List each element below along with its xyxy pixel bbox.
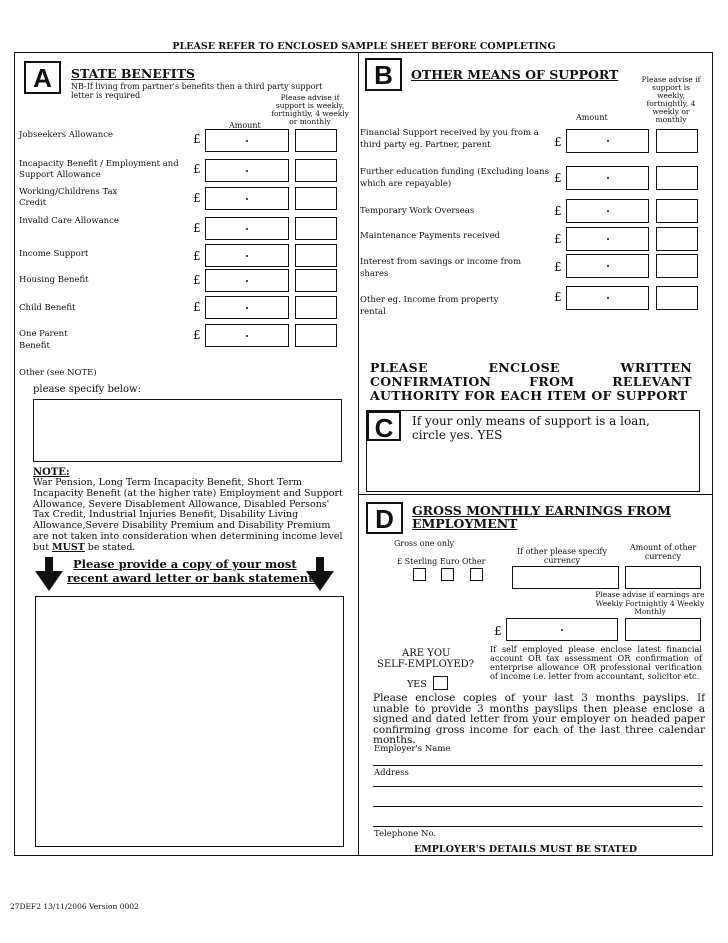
- other-currency-input[interactable]: [512, 566, 619, 589]
- note-text-after: be stated.: [84, 541, 136, 553]
- gross-earnings-amount-input[interactable]: [506, 618, 618, 641]
- pound-sign: £: [554, 135, 562, 149]
- support-label: Interest from savings or income from shares: [360, 257, 522, 279]
- are-you-label: ARE YOU: [402, 648, 451, 659]
- benefit-frequency-input[interactable]: [295, 129, 337, 152]
- benefit-label: Income Support: [19, 249, 89, 259]
- support-frequency-input[interactable]: [656, 166, 698, 190]
- top-notice: PLEASE REFER TO ENCLOSED SAMPLE SHEET BEFORE COMPLETING: [172, 41, 556, 52]
- benefit-frequency-input[interactable]: [295, 296, 337, 319]
- pound-sign: £: [494, 624, 502, 638]
- support-amount-input[interactable]: [566, 166, 649, 190]
- support-frequency-input[interactable]: [656, 254, 698, 278]
- benefit-frequency-input[interactable]: [295, 217, 337, 240]
- pound-sign: £: [193, 132, 201, 146]
- address-label: Address: [374, 768, 409, 778]
- section-a-amount-header: Amount: [229, 121, 261, 130]
- section-d-letter: D: [366, 502, 403, 534]
- pound-sign: £: [554, 290, 562, 304]
- benefit-label: Invalid Care Allowance: [19, 216, 119, 226]
- benefit-amount-input[interactable]: [205, 217, 289, 240]
- benefit-label: Housing Benefit: [19, 275, 89, 285]
- section-b-amount-header: Amount: [576, 113, 608, 122]
- other-currency-specify-label: If other please specify currency: [517, 547, 607, 565]
- section-d-title-line2: EMPLOYMENT: [412, 516, 518, 531]
- earnings-frequency-label: Please advise if earnings are Weekly Fortnightly 4 Weekly Monthly: [595, 590, 705, 616]
- benefit-frequency-input[interactable]: [295, 324, 337, 347]
- earnings-frequency-input[interactable]: [625, 618, 701, 641]
- written-confirmation-notice: PLEASE ENCLOSE WRITTEN CONFIRMATION FROM RELEVANT AUTHORITY FOR EACH ITEM OF SUPPORT: [370, 360, 692, 403]
- address-line[interactable]: [373, 786, 703, 787]
- other-benefit-label: Other (see NOTE): [19, 368, 97, 378]
- self-employed-yes-checkbox[interactable]: [433, 676, 448, 690]
- benefit-label: Incapacity Benefit / Employment and Support Allowance: [19, 159, 179, 180]
- employer-details-notice: EMPLOYER'S DETAILS MUST BE STATED: [414, 844, 637, 855]
- yes-label: YES: [407, 679, 427, 690]
- award-letter-line2: recent award letter or bank statement.: [67, 571, 318, 585]
- support-amount-input[interactable]: [566, 199, 649, 223]
- specify-label: please specify below:: [33, 384, 141, 395]
- loan-only-text: If your only means of support is a loan, circle yes. YES: [412, 414, 650, 442]
- amount-other-currency-label: Amount of other currency: [629, 543, 697, 561]
- gross-one-only-label: Gross one only: [394, 539, 455, 548]
- benefit-amount-input[interactable]: [205, 269, 289, 292]
- other-currency-checkbox[interactable]: [470, 568, 483, 581]
- section-b-letter: B: [365, 58, 402, 91]
- support-frequency-input[interactable]: [656, 286, 698, 310]
- benefit-amount-input[interactable]: [205, 187, 289, 210]
- pound-sign: £: [193, 328, 201, 342]
- address-line[interactable]: [373, 806, 703, 807]
- support-amount-input[interactable]: [566, 254, 649, 278]
- benefit-amount-input[interactable]: [205, 129, 289, 152]
- section-a-nb: NB-If living from partner's benefits then a third party support letter is required: [71, 82, 323, 100]
- section-c-letter: C: [367, 411, 401, 441]
- benefit-label: One Parent Benefit: [19, 329, 68, 351]
- pound-sign: £: [193, 300, 201, 314]
- support-label: Further education funding (Excluding loans which are repayable): [360, 167, 549, 189]
- self-employed-instructions: If self employed please enclose latest financial account OR tax assessment OR confirmation of enterprise allowance OR professional verification of income i.e. letter from accountant, solicitor etc.: [490, 644, 702, 681]
- benefit-frequency-input[interactable]: [295, 269, 337, 292]
- down-arrow-icon: [35, 557, 63, 591]
- note-text-before: War Pension, Long Term Incapacity Benefit, Short Term Incapacity Benefit (at the higher rate) Employment and Support Allowance, Severe Disablement Allowance, Disabled Persons' Tax Credit, Industrial Injuries Benefit, Disability Living Allowance,Severe Disability Premium and Disability Premium are not taken into consideration when determining income level but: [33, 477, 343, 553]
- support-label: Other eg. Income from property rental: [360, 295, 499, 317]
- benefit-frequency-input[interactable]: [295, 187, 337, 210]
- benefit-label: Child Benefit: [19, 303, 76, 313]
- support-amount-input[interactable]: [566, 227, 649, 251]
- benefit-frequency-input[interactable]: [295, 159, 337, 182]
- employer-name-line[interactable]: [373, 765, 703, 766]
- section-b-title: OTHER MEANS OF SUPPORT: [411, 67, 619, 82]
- form-version-footer: 27DEF2 13/11/2006 Version 0002: [10, 902, 139, 911]
- benefit-amount-input[interactable]: [205, 159, 289, 182]
- pound-sign: £: [554, 260, 562, 274]
- section-b-advise-header: Please advise if support is weekly, fortnightly, 4 weekly or monthly: [641, 75, 701, 124]
- telephone-label: Telephone No.: [374, 829, 437, 839]
- award-letter-attachment-area[interactable]: [35, 596, 344, 847]
- employer-name-label: Employer's Name: [374, 744, 451, 754]
- support-label: Temporary Work Overseas: [360, 206, 475, 216]
- support-label: Financial Support received by you from a third party eg. Partner, parent: [360, 128, 539, 150]
- support-amount-input[interactable]: [566, 286, 649, 310]
- other-currency-amount-input[interactable]: [625, 566, 701, 589]
- self-employed-question: SELF-EMPLOYED?: [377, 659, 475, 670]
- benefit-frequency-input[interactable]: [295, 244, 337, 267]
- section-a-advise-header: Please advise if support is weekly, fortnightly, 4 weekly or monthly: [271, 93, 349, 126]
- benefit-label: Working/Childrens Tax Credit: [19, 187, 118, 208]
- support-amount-input[interactable]: [566, 129, 649, 153]
- pound-sign: £: [193, 249, 201, 263]
- address-line[interactable]: [373, 826, 703, 827]
- benefit-amount-input[interactable]: [205, 324, 289, 347]
- support-frequency-input[interactable]: [656, 129, 698, 153]
- pound-sign: £: [554, 171, 562, 185]
- euro-checkbox[interactable]: [441, 568, 454, 581]
- note-heading: NOTE:: [33, 467, 70, 478]
- pound-sign: £: [193, 221, 201, 235]
- pound-sign: £: [193, 191, 201, 205]
- benefit-label: Jobseekers Allowance: [19, 130, 113, 140]
- payslips-instructions: Please enclose copies of your last 3 months payslips. If unable to provide 3 months payslips then please enclose a signed and dated letter from your employer on headed paper confirming gross income for each of the last three calendar months.: [373, 692, 705, 746]
- currency-options-label: £ Sterling Euro Other: [397, 557, 486, 566]
- benefit-amount-input[interactable]: [205, 296, 289, 319]
- section-a-title: STATE BENEFITS: [71, 66, 195, 81]
- note-must: MUST: [52, 541, 85, 553]
- support-frequency-input[interactable]: [656, 227, 698, 251]
- sterling-checkbox[interactable]: [413, 568, 426, 581]
- section-a-letter: A: [24, 61, 61, 94]
- pound-sign: £: [193, 273, 201, 287]
- pound-sign: £: [193, 162, 201, 176]
- support-frequency-input[interactable]: [656, 199, 698, 223]
- pound-sign: £: [554, 232, 562, 246]
- note-text: [33, 478, 345, 554]
- award-letter-line1: Please provide a copy of your most: [73, 557, 297, 571]
- pound-sign: £: [554, 204, 562, 218]
- support-label: Maintenance Payments received: [360, 231, 501, 241]
- benefit-amount-input[interactable]: [205, 244, 289, 267]
- other-benefit-textarea[interactable]: [33, 399, 342, 462]
- section-d-title-line1: GROSS MONTHLY EARNINGS FROM: [412, 503, 671, 518]
